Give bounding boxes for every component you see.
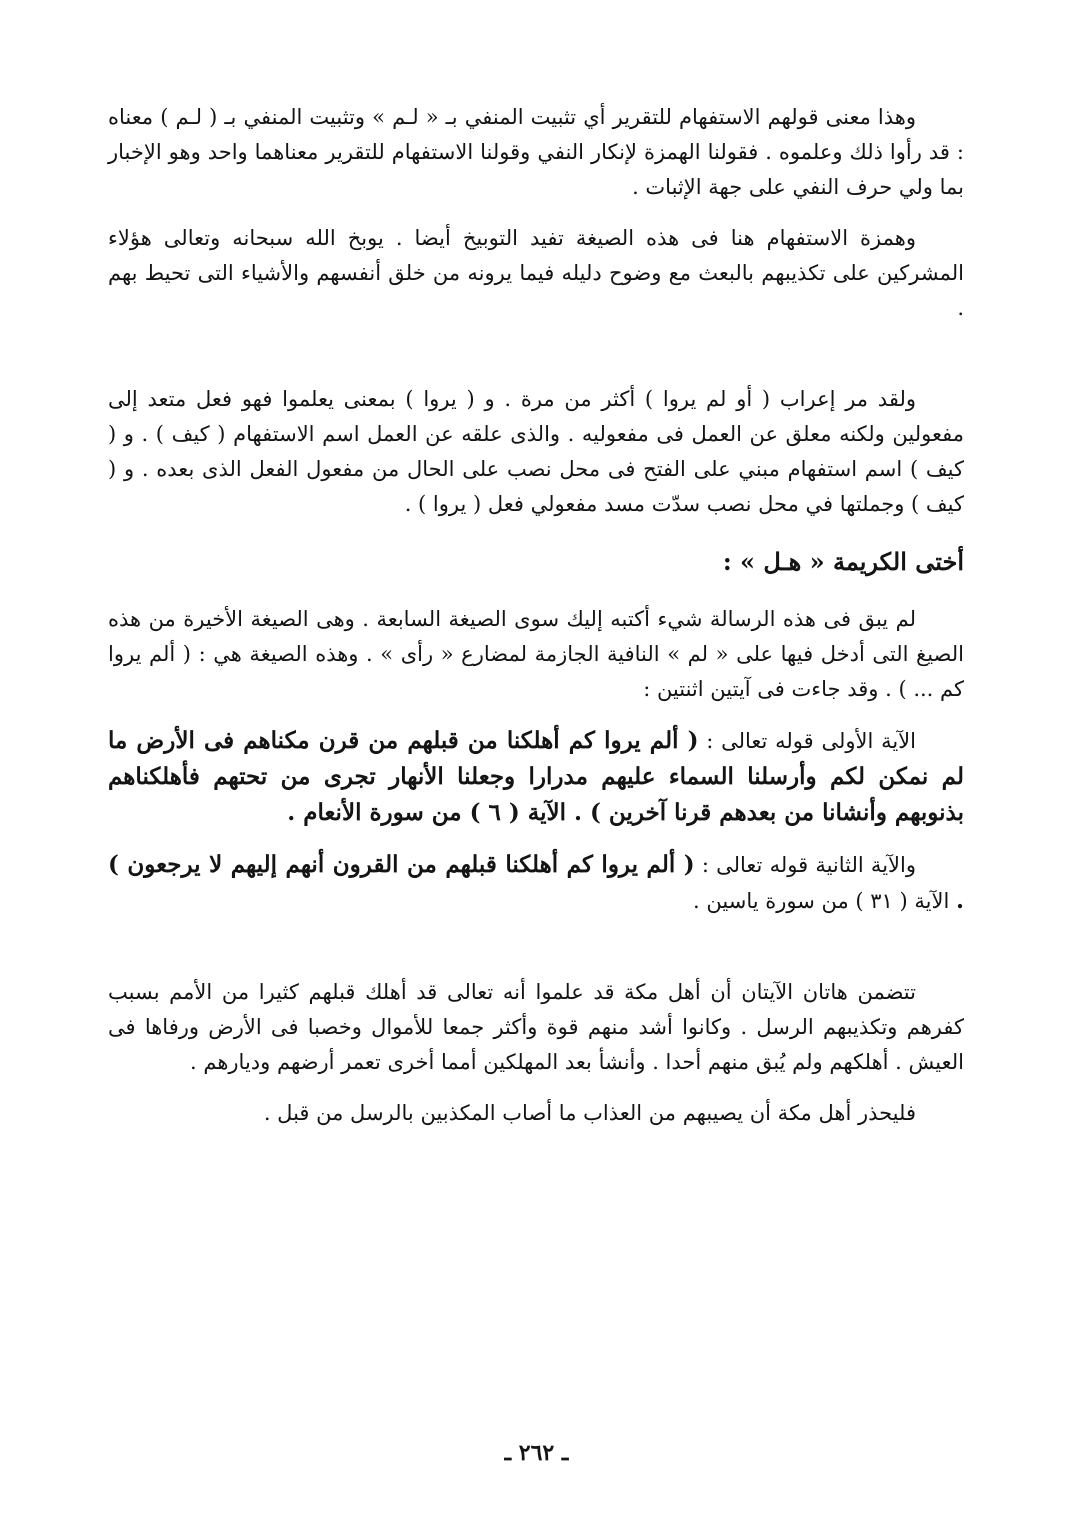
second-verse-reference: الآية ( ٣١ ) من سورة ياسين . (693, 889, 956, 913)
second-verse-intro: والآية الثانية قوله تعالى : (694, 853, 916, 877)
paragraph-warning: فليحذر أهل مكة أن يصيبهم من العذاب ما أصاب المكذبين بالرسل من قبل . (263, 1101, 916, 1125)
document-body (108, 100, 964, 1131)
page-number: ـ ٢٦٢ ـ (504, 1440, 569, 1466)
paragraph-parsing: ولقد مر إعراب ( أو لم يروا ) أكثر من مرة . و ( يروا ) بمعنى يعلموا فهو فعل متعد إلى مفعولين ولكنه معلق عن العمل فى مفعوليه . والذى علقه عن العمل اسم الاستفهام ( كيف ) . و ( كيف ) اسم استفهام مبني على الفتح فى محل نصب على الحال من مفعول الفعل الذى بعده . و ( كيف ) وجملتها في محل نصب سدّت مسد مفعولي فعل ( يروا ) . (108, 387, 964, 516)
paragraph-interrogative-affirmation: وهذا معنى قولهم الاستفهام للتقرير أي تثبيت المنفي بـ « لـم » وتثبيت المنفي بـ ( لـم ) معناه : قد رأوا ذلك وعلموه . فقولنا الهمزة لإنكار النفي وقولنا الاستفهام للتقرير معناهما واحد وهو الإخبار بما ولي حرف النفي على جهة الإثبات . (108, 105, 964, 199)
paragraph-second-verse (108, 847, 964, 919)
paragraph-rebuke: وهمزة الاستفهام هنا فى هذه الصيغة تفيد التوبيخ أيضا . يوبخ الله سبحانه وتعالى هؤلاء المشركين على تكذيبهم بالبعث مع وضوح دليله فيما يرونه من خلق أنفسهم والأشياء التى تحيط بهم . (108, 226, 964, 320)
paragraph-seventh-form: لم يبق فى هذه الرسالة شيء أكتبه إليك سوى الصيغة السابعة . وهى الصيغة الأخيرة من هذه الصيغ التى أدخل فيها على « لم » النافية الجازمة لمضارع « رأى » . وهذه الصيغة هي : ( ألم يروا كم ... ) . وقد جاءت فى آيتين اثنتين : (108, 607, 964, 701)
paragraph-verses-meaning: تتضمن هاتان الآيتان أن أهل مكة قد علموا أنه تعالى قد أهلك قبلهم كثيرا من الأمم بسبب كفرهم وتكذيبهم الرسل . وكانوا أشد منهم قوة وأكثر جمعا للأموال وخصبا فى الأرض ورفاها فى العيش . أهلكهم ولم يُبق منهم أحدا . وأنشأ بعد المهلكين أمما أخرى تعمر أرضهم وديارهم . (108, 980, 964, 1074)
paragraph-first-verse (108, 723, 964, 831)
section-heading: أختى الكريمة « هـل » : (722, 547, 964, 576)
first-verse-text: ( ألم يروا كم أهلكنا من قبلهم من قرن مكناهم فى الأرض ما لم نمكن لكم وأرسلنا السماء عليهم مدرارا وجعلنا الأنهار تجرى من تحتهم فأهلكناهم بذنوبهم وأنشانا من بعدهم قرنا آخرين ) . الآية ( ٦ ) من سورة الأنعام . (108, 727, 964, 826)
first-verse-intro: الآية الأولى قوله تعالى : (698, 729, 916, 753)
second-verse-text: ( ألم يروا كم أهلكنا قبلهم من القرون أنهم إليهم لا يرجعون ) . (108, 851, 964, 914)
